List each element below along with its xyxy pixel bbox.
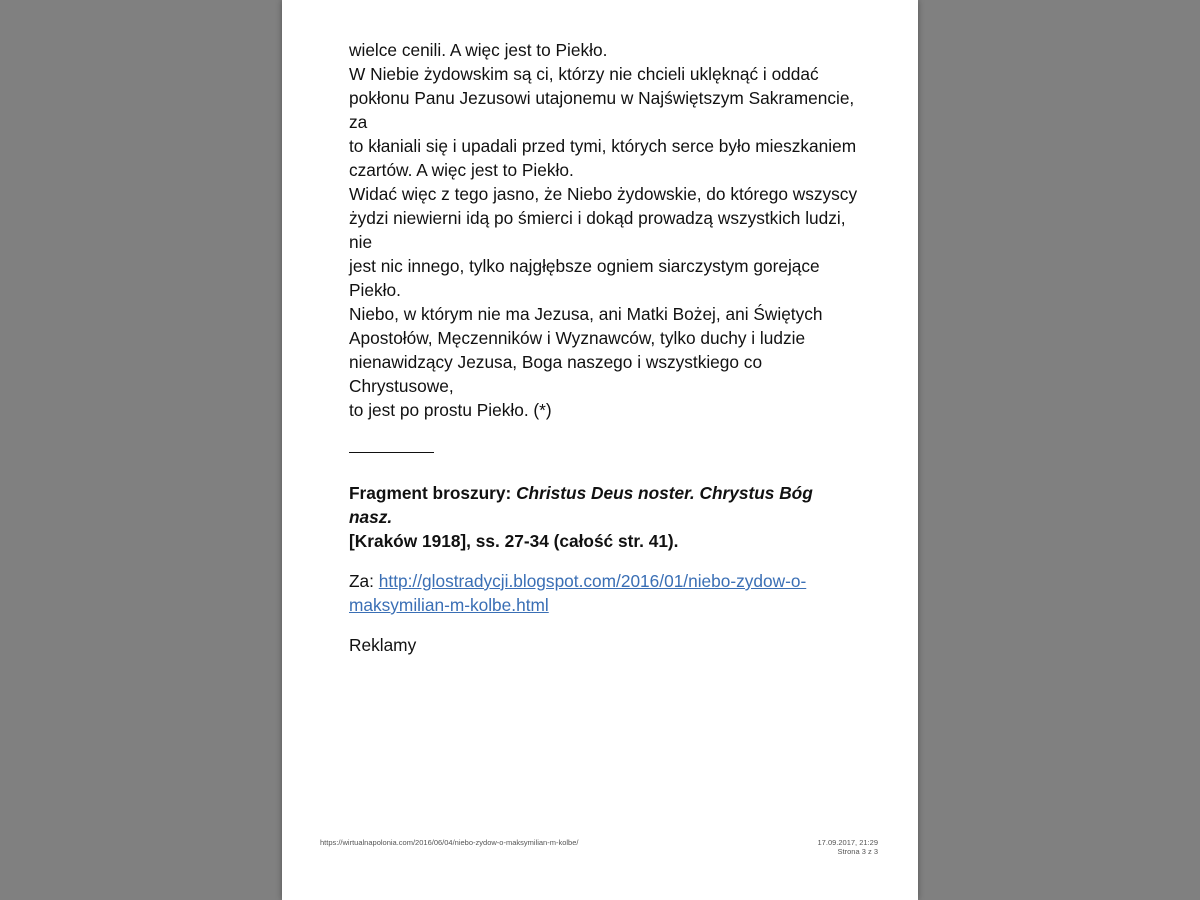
footer-url: https://wirtualnapolonia.com/2016/06/04/niebo-zydow-o-maksymilian-m-kolbe/ <box>320 838 579 847</box>
body-text-line: to jest po prostu Piekło. (*) <box>349 400 552 420</box>
body-text-line: żydzi niewierni idą po śmierci i dokąd prowadzą wszystkich ludzi, nie <box>349 208 846 252</box>
footnote-separator <box>349 452 434 453</box>
body-text-line: pokłonu Panu Jezusowi utajonemu w Najświętszym Sakramencie, za <box>349 88 855 132</box>
body-text-line: to kłaniali się i upadali przed tymi, których serce było mieszkaniem <box>349 136 857 156</box>
source-link-line1: http://glostradycji.blogspot.com/2016/01/niebo-zydow-o- <box>378 571 807 591</box>
body-text-line: wielce cenili. A więc jest to Piekło. <box>349 40 608 60</box>
ads-label: Reklamy <box>349 635 417 655</box>
footer-page-indicator: Strona 3 z 3 <box>837 847 878 856</box>
body-text-line: jest nic innego, tylko najgłębsze ogniem siarczystym gorejące Piekło. <box>349 256 820 300</box>
body-text-line: Apostołów, Męczenników i Wyznawców, tylko duchy i ludzie <box>349 328 806 348</box>
source-title: Christus Deus noster. Chrystus Bóg nasz. <box>349 483 813 527</box>
body-text-line: W Niebie żydowskim są ci, którzy nie chcieli uklęknąć i oddać <box>349 64 819 84</box>
pdf-page <box>282 0 918 900</box>
body-text-line: Widać więc z tego jasno, że Niebo żydowskie, do którego wszyscy <box>349 184 858 204</box>
source-label: Fragment broszury: <box>349 483 517 503</box>
source-link-line2: maksymilian-m-kolbe.html <box>349 595 549 615</box>
page-content <box>349 38 859 657</box>
source-link[interactable] <box>349 571 806 615</box>
source-link-paragraph <box>349 569 859 617</box>
body-text-line: Niebo, w którym nie ma Jezusa, ani Matki Bożej, ani Świętych <box>349 304 823 324</box>
source-details: [Kraków 1918], ss. 27-34 (całość str. 41). <box>349 531 679 551</box>
footer-datetime: 17.09.2017, 21:29 <box>817 838 878 847</box>
footer-meta <box>818 838 878 856</box>
source-citation <box>349 481 859 553</box>
body-text-line: nienawidzący Jezusa, Boga naszego i wszystkiego co Chrystusowe, <box>349 352 763 396</box>
body-text-line: czartów. A więc jest to Piekło. <box>349 160 574 180</box>
za-label: Za: <box>349 571 379 591</box>
